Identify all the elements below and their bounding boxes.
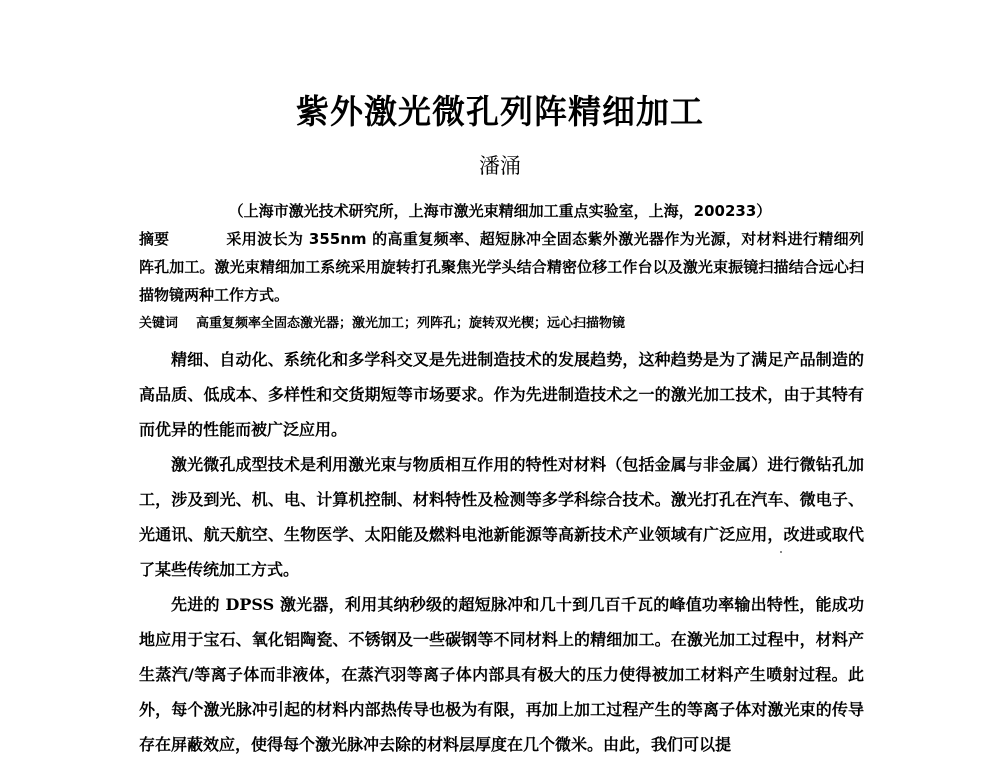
paper-title: 紫外激光微孔列阵精细加工	[296, 92, 704, 131]
abstract-label: 摘要	[139, 230, 170, 248]
keywords-label: 关键词	[139, 316, 179, 331]
abstract	[139, 225, 864, 309]
author-name: 潘涌	[479, 154, 521, 178]
author-affiliation: （上海市激光技术研究所，上海市激光束精细加工重点实验室，上海，200233）	[228, 202, 772, 220]
paragraph: 精细、自动化、系统化和多学科交叉是先进制造技术的发展趋势，这种趋势是为了满足产品制造的高品质、低成本、多样性和交货期短等市场要求。作为先进制造技术之一的激光加工技术，由于其特有而优异的性能而被广泛应用。	[139, 350, 864, 439]
abstract-text: 采用波长为 355nm 的高重复频率、超短脉冲全固态紫外激光器作为光源，对材料进行精细列阵孔加工。激光束精细加工系统采用旋转打孔聚焦光学头结合精密位移工作台以及激光束振镜扫描结合远心扫描物镜两种工作方式。	[139, 230, 864, 304]
body-text	[139, 342, 864, 762]
keywords	[139, 312, 864, 331]
keywords-text: 高重复频率全固态激光器；激光加工；列阵孔；旋转双光楔；远心扫描物镜	[196, 316, 626, 331]
paragraph: 先进的 DPSS 激光器，利用其纳秒级的超短脉冲和几十到几百千瓦的峰值功率输出特性，能成功地应用于宝石、氧化铝陶瓷、不锈钢及一些碳钢等不同材料上的精细加工。在激光加工过程中，材料产生蒸汽/等离子体而非液体，在蒸汽羽等离子体内部具有极大的压力使得被加工材料产生喷射过程。此外，每个激光脉冲引起的材料内部热传导也极为有限，再加上加工过程产生的等离子体对激光束的传导存在屏蔽效应，使得每个激光脉冲去除的材料层厚度在几个微米。由此，我们可以提	[139, 595, 864, 754]
paragraph: 激光微孔成型技术是利用激光束与物质相互作用的特性对材料（包括金属与非金属）进行微钻孔加工，涉及到光、机、电、计算机控制、材料特性及检测等多学科综合技术。激光打孔在汽车、微电子、光通讯、航天航空、生物医学、太阳能及燃料电池新能源等高新技术产业领域有广泛应用，改进或取代了某些传统加工方式。	[139, 455, 864, 579]
scan-speck	[780, 551, 782, 553]
